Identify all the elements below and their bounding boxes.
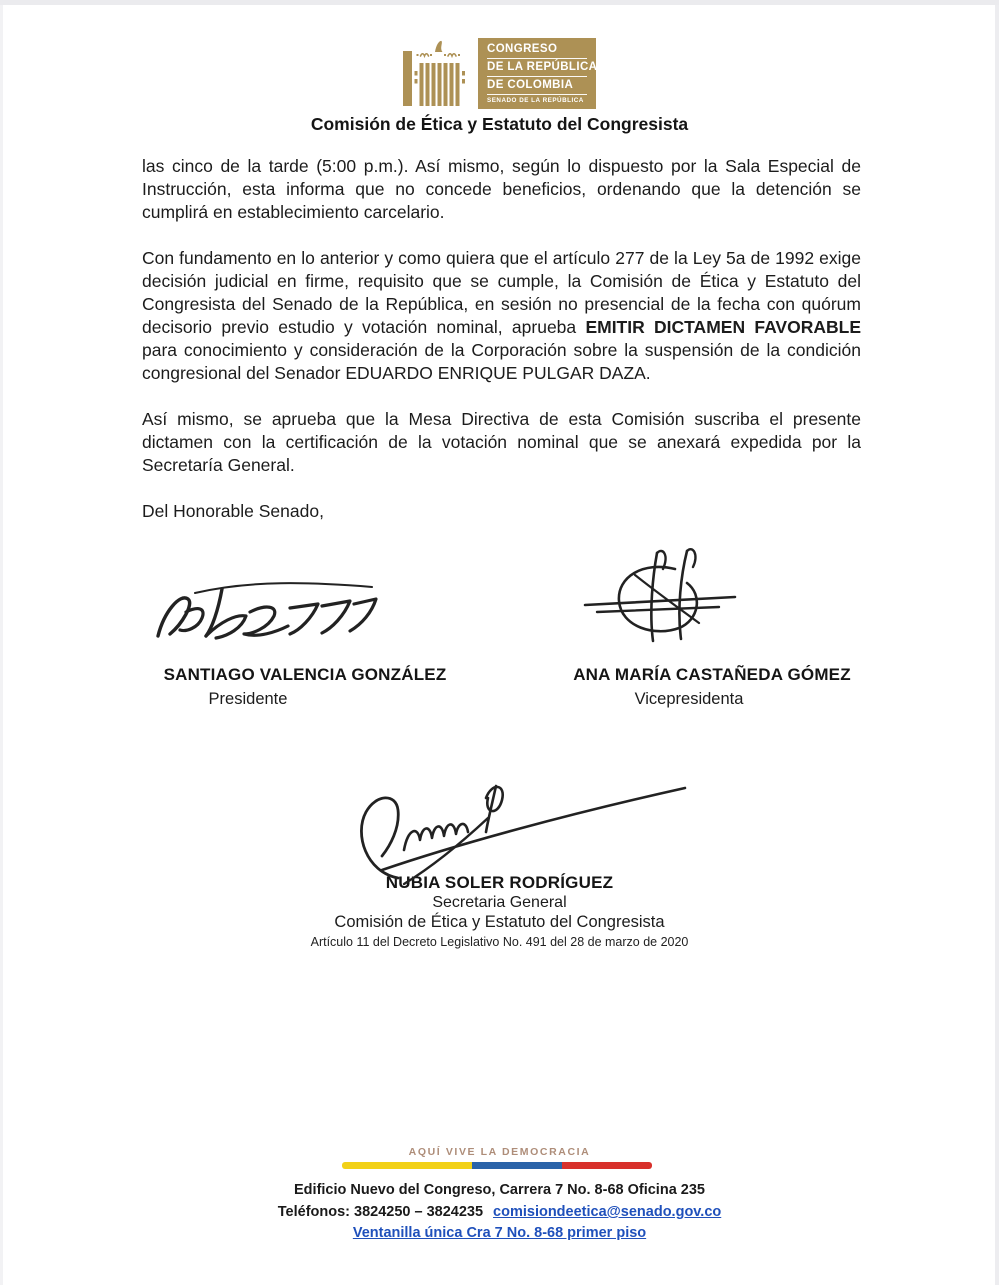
document-body [142, 155, 861, 546]
signatories-row [0, 665, 999, 715]
viewer-edge-top [0, 0, 999, 5]
colombia-flag-bar [342, 1162, 652, 1169]
flag-red-segment [562, 1162, 652, 1169]
flag-yellow-segment [342, 1162, 472, 1169]
footer-email-link[interactable]: comisiondeetica@senado.gov.co [493, 1204, 722, 1220]
logo-line-1: CONGRESO [487, 43, 587, 59]
congress-logo [0, 38, 999, 109]
flag-blue-segment [472, 1162, 562, 1169]
vicepresident-block [532, 665, 892, 709]
secretary-org: Comisión de Ética y Estatuto del Congresista [334, 913, 665, 931]
paragraph-2-before: Con fundamento en lo anterior y como quiera que el artículo 277 de la Ley 5a de 1992 exige decisión judicial en firme, requisito que se cumple, la Comisión de Ética y Estatuto del Congresista del Senado de la República, en sesión no presencial de la fecha con quórum decisorio previo estudio y votación nominal, aprueba [142, 248, 861, 337]
congress-colonnade-icon [403, 38, 473, 106]
paragraph-1: las cinco de la tarde (5:00 p.m.). Así mismo, según lo dispuesto por la Sala Especial de Instrucción, esta informa que no concede beneficios, ordenando que la detención se cumplirá en establecimiento carcelario. [142, 156, 861, 222]
vicepresident-name: ANA MARÍA CASTAÑEDA GÓMEZ [573, 665, 851, 684]
footer-address: Edificio Nuevo del Congreso, Carrera 7 No. 8-68 Oficina 235 [294, 1182, 705, 1198]
president-role: Presidente [208, 690, 288, 708]
secretary-legal-note: Artículo 11 del Decreto Legislativo No. 491 del 28 de marzo de 2020 [310, 935, 689, 949]
footer-phones-label: Teléfonos: 3824250 – 3824235 [277, 1204, 484, 1220]
footer-window-link[interactable]: Ventanilla única Cra 7 No. 8-68 primer piso [352, 1225, 647, 1241]
secretary-name: NUBIA SOLER RODRÍGUEZ [385, 873, 614, 892]
president-name: SANTIAGO VALENCIA GONZÁLEZ [163, 665, 447, 684]
secretary-block [0, 874, 999, 951]
logo-line-4: SENADO DE LA REPÚBLICA [487, 97, 584, 104]
logo-line-3: DE COLOMBIA [487, 79, 587, 95]
secretary-role: Secretaria General [432, 894, 567, 911]
paragraph-2 [142, 247, 861, 385]
paragraph-2-bold: EMITIR DICTAMEN FAVORABLE [585, 317, 861, 337]
footer-window-line [0, 1225, 999, 1241]
footer-phones-line [0, 1204, 999, 1220]
president-block [125, 665, 485, 709]
salutation: Del Honorable Senado, [142, 501, 324, 521]
viewer-edge-left [0, 5, 3, 1285]
president-signature-image [150, 576, 380, 648]
congress-logo-text [478, 38, 596, 109]
vicepresident-signature-image [583, 547, 741, 652]
vicepresident-role: Vicepresidenta [634, 690, 744, 708]
logo-line-2: DE LA REPÚBLICA [487, 61, 587, 77]
paragraph-2-after: para conocimiento y consideración de la Corporación sobre la suspensión de la condición congresional del Senador EDUARDO ENRIQUE PULGAR DAZA. [142, 340, 861, 383]
viewer-edge-right [995, 5, 999, 1285]
paragraph-3: Así mismo, se aprueba que la Mesa Directiva de esta Comisión suscriba el presente dictamen con la certificación de la votación nominal que se anexará expedida por la Secretaría General. [142, 409, 861, 475]
footer-slogan: AQUÍ VIVE LA DEMOCRACIA [408, 1146, 591, 1158]
page-title: Comisión de Ética y Estatuto del Congresista [310, 114, 689, 134]
